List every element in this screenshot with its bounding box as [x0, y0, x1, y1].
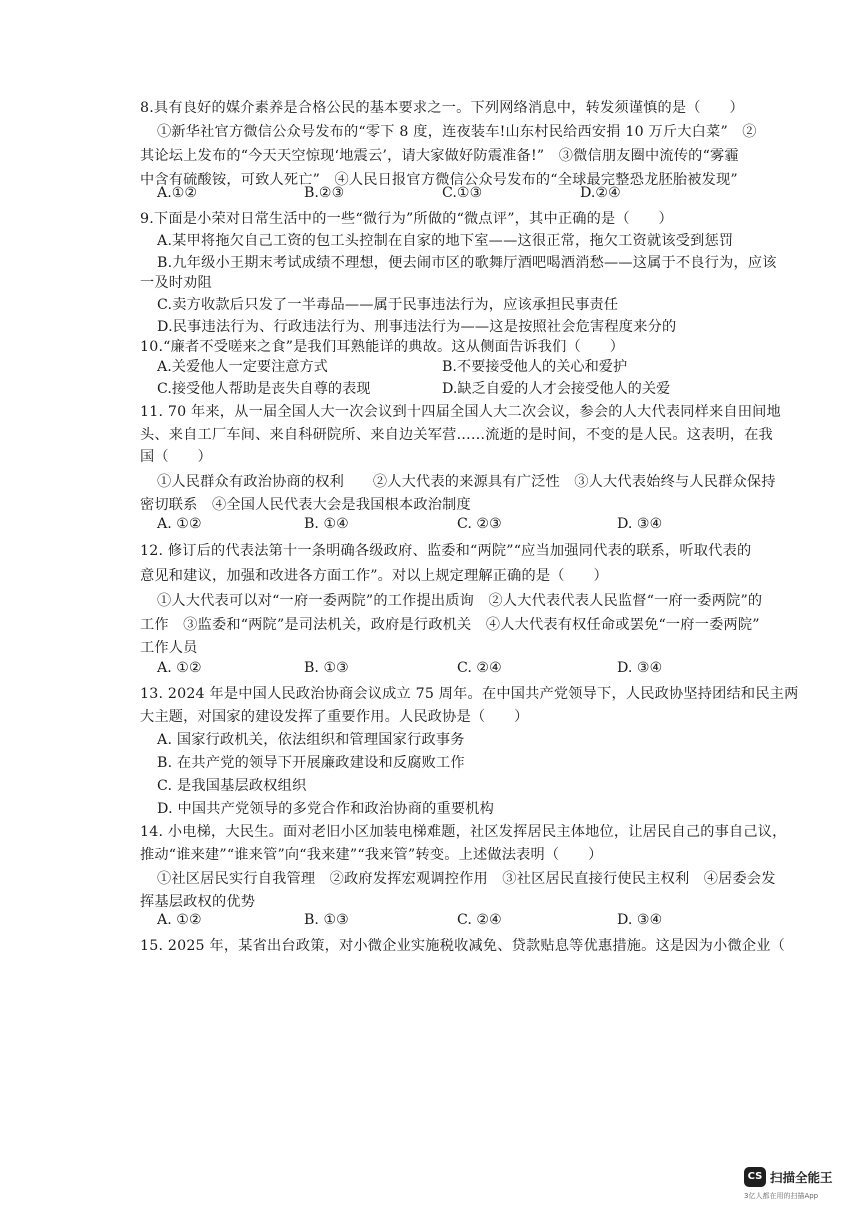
- option: C. ②④: [457, 912, 502, 928]
- q9-option-b: B.九年级小王期末考试成绩不理想，便去闹市区的歌舞厅酒吧喝酒消愁——这属于不良行为，应该: [157, 255, 777, 271]
- q13-line: 大主题，对国家的建设发挥了重要作用。人民政协是（ ）: [140, 709, 529, 725]
- q13-stem: 13. 2024 年是中国人民政治协商会议成立 75 周年。在中国共产党领导下，人民政协坚持团结和民主两: [140, 686, 799, 702]
- q12-stem: 12. 修订后的代表法第十一条明确各级政府、监委和“两院”“应当加强同代表的联系，听取代表的: [140, 543, 752, 559]
- option: D.缺乏自爱的人才会接受他人的关爱: [442, 381, 671, 397]
- q11-line: ①人民群众有政治协商的权利 ②人大代表的来源具有广泛性 ③人大代表始终与人民群众保持: [157, 474, 776, 490]
- option: C. ②④: [457, 660, 502, 676]
- camscanner-logo-icon: CS: [744, 1167, 766, 1187]
- option: D.②④: [580, 185, 621, 201]
- q9-stem: 9.下面是小荣对日常生活中的一些“微行为”所做的“微点评”，其中正确的是（ ）: [140, 211, 673, 227]
- option: A. ①②: [157, 912, 202, 928]
- q12-line: 工作人员: [140, 640, 198, 656]
- q8-stem: 8.具有良好的媒介素养是合格公民的基本要求之一。下列网络消息中，转发须谨慎的是（ ）: [140, 100, 744, 116]
- q14-line: 挥基层政权的优势: [140, 894, 256, 910]
- scanner-watermark: [744, 1167, 844, 1203]
- cutoff-fragment: [140, 962, 210, 968]
- q15-stem: 15. 2025 年，某省出台政策，对小微企业实施税收减免、贷款贴息等优惠措施。这是因为小微企业（: [140, 938, 785, 954]
- q13-option-d: D. 中国共产党领导的多党合作和政治协商的重要机构: [157, 801, 495, 817]
- option: C.接受他人帮助是丧失自尊的表现: [157, 381, 371, 397]
- q14-stem: 14. 小电梯，大民生。面对老旧小区加装电梯难题，社区发挥居民主体地位，让居民自己的事自己议，: [140, 824, 787, 840]
- watermark-sub: 3亿人都在用的扫描App: [744, 1192, 819, 1200]
- q11-line: 密切联系 ④全国人民代表大会是我国根本政治制度: [140, 497, 471, 513]
- q14-line: ①社区居民实行自我管理 ②政府发挥宏观调控作用 ③社区居民直接行使民主权利 ④居委会发: [157, 871, 776, 887]
- q12-line: 工作 ③监委和“两院”是司法机关，政府是行政机关 ④人大代表有权任命或罢免“一府一委两院”: [140, 617, 760, 633]
- q10-stem: 10.“廉者不受嗟来之食”是我们耳熟能详的典故。这从侧面告诉我们（ ）: [140, 339, 625, 355]
- option: B.不要接受他人的关心和爱护: [442, 359, 628, 375]
- watermark-name: 扫描全能王: [770, 1170, 833, 1185]
- q11-line: 头、来自工厂车间、来自科研院所、来自边关军营……流逝的是时间，不变的是人民。这表明，在我: [140, 427, 774, 443]
- option: A.关爱他人一定要注意方式: [157, 359, 328, 375]
- q11-line: 国（ ）: [140, 449, 212, 465]
- option: B.②③: [304, 185, 345, 201]
- option: A. ①②: [157, 660, 202, 676]
- option: B. ①③: [304, 912, 349, 928]
- q9-option-a: A.某甲将拖欠自己工资的包工头控制在自家的地下室——这很正常，拖欠工资就该受到惩罚: [157, 233, 734, 249]
- q13-option-a: A. 国家行政机关，依法组织和管理国家行政事务: [157, 732, 465, 748]
- option: A. ①②: [157, 516, 202, 532]
- option: C.①③: [442, 185, 483, 201]
- q14-line: 推动“谁来建”“谁来管”向“我来建”“我来管”转变。上述做法表明（ ）: [140, 847, 603, 863]
- q11-stem: 11. 70 年来，从一届全国人大一次会议到十四届全国人大二次会议，参会的人大代表同样来自田间地: [140, 404, 781, 420]
- q12-line: 意见和建议，加强和改进各方面工作”。对以上规定理解正确的是（ ）: [140, 568, 608, 584]
- q9-option-c: C.卖方收款后只发了一半毒品——属于民事违法行为，应该承担民事责任: [157, 297, 619, 313]
- option: D. ③④: [617, 516, 663, 532]
- q9-option-d: D.民事违法行为、行政违法行为、刑事违法行为——这是按照社会危害程度来分的: [157, 319, 677, 335]
- q8-line: 其论坛上发布的“今天天空惊现‘地震云’，请大家做好防震准备!” ③微信朋友圈中流传的“雾霾: [140, 148, 739, 164]
- q13-option-c: C. 是我国基层政权组织: [157, 778, 307, 794]
- q8-line: 中含有硫酸铵，可致人死亡” ④人民日报官方微信公众号发布的“全球最完整恐龙胚胎被发现”: [140, 172, 738, 188]
- q13-option-b: B. 在共产党的领导下开展廉政建设和反腐败工作: [157, 755, 465, 771]
- q8-line: ①新华社官方微信公众号发布的“零下 8 度，连夜装车!山东村民给西安捐 10 万斤大白菜” ②: [157, 124, 757, 140]
- q12-line: ①人大代表可以对“一府一委两院”的工作提出质询 ②人大代表代表人民监督“一府一委两院”的: [157, 593, 763, 609]
- option: C. ②③: [457, 516, 502, 532]
- q9-option-b-cont: 一及时劝阻: [140, 275, 212, 291]
- option: A.①②: [157, 185, 198, 201]
- option: B. ①④: [304, 516, 349, 532]
- option: B. ①③: [304, 660, 349, 676]
- option: D. ③④: [617, 660, 663, 676]
- option: D. ③④: [617, 912, 663, 928]
